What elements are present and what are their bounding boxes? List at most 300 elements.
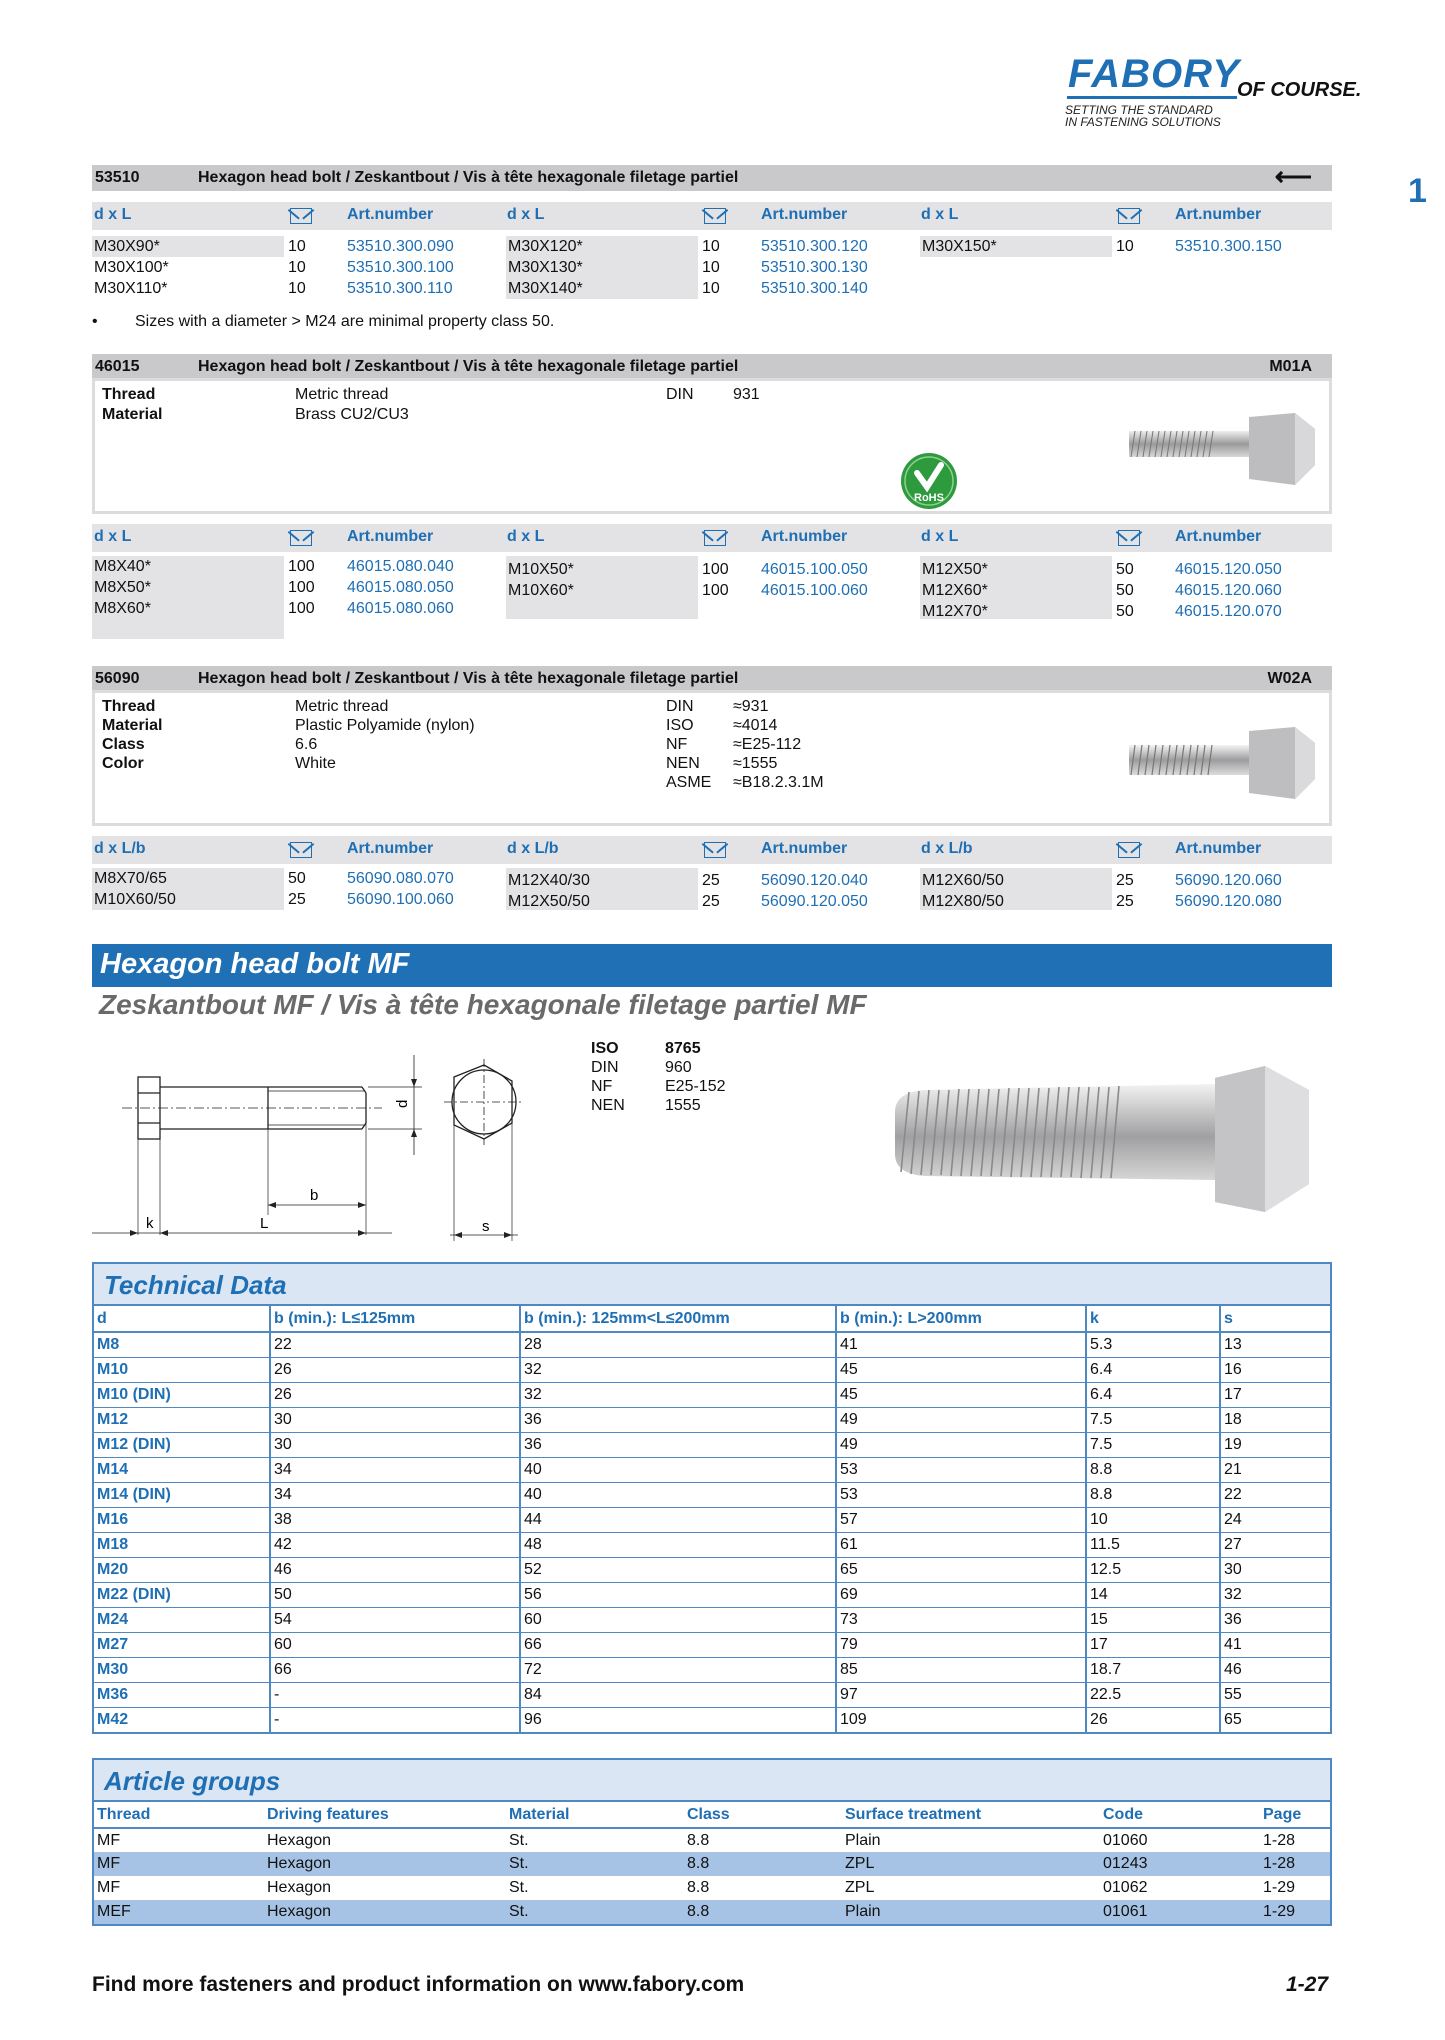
table-row bbox=[94, 1876, 1330, 1900]
list-item-artnumber[interactable]: 46015.100.050 bbox=[761, 561, 868, 578]
chapter-number: 1 bbox=[1408, 172, 1427, 210]
table-cell: 32 bbox=[1220, 1582, 1330, 1607]
table-cell: 57 bbox=[836, 1507, 1086, 1532]
list-item-size: M30X150* bbox=[922, 238, 997, 255]
column-header: Driving features bbox=[264, 1802, 506, 1828]
std-value: 1555 bbox=[665, 1097, 701, 1114]
table-row bbox=[94, 1682, 1330, 1707]
thread-value: Metric thread bbox=[295, 386, 389, 403]
tagline-line-2: IN FASTENING SOLUTIONS bbox=[1065, 115, 1221, 129]
table-cell: 96 bbox=[520, 1707, 836, 1732]
table-cell: MF bbox=[97, 1831, 121, 1849]
column-header: Code bbox=[1100, 1802, 1260, 1828]
col-dxl: d x L bbox=[921, 206, 959, 223]
table-cell: St. bbox=[506, 1900, 684, 1924]
table-cell: M36 bbox=[94, 1682, 270, 1707]
table-cell: 79 bbox=[836, 1632, 1086, 1657]
std-value: ≈4014 bbox=[733, 717, 778, 734]
table-row bbox=[94, 1482, 1330, 1507]
table-cell: Hexagon bbox=[267, 1879, 332, 1896]
list-item-qty: 25 bbox=[1116, 872, 1134, 889]
col-dxl: d x L bbox=[94, 528, 132, 545]
table-row bbox=[94, 1632, 1330, 1657]
dim-label-d: d bbox=[394, 1099, 411, 1108]
table-row bbox=[94, 1557, 1330, 1582]
table-cell: 97 bbox=[836, 1682, 1086, 1707]
table-cell: 8.8 bbox=[1086, 1482, 1220, 1507]
list-item-qty: 50 bbox=[1116, 603, 1134, 620]
list-item-qty: 100 bbox=[702, 582, 729, 599]
table-cell: 18.7 bbox=[1086, 1657, 1220, 1682]
std-value: 960 bbox=[665, 1059, 692, 1076]
table-cell: Hexagon bbox=[267, 1831, 332, 1849]
table-cell: 01060 bbox=[1103, 1831, 1148, 1849]
table-cell: 7.5 bbox=[1086, 1407, 1220, 1432]
col-artnumber: Art.number bbox=[761, 206, 848, 223]
list-item-size: M30X120* bbox=[508, 238, 583, 255]
list-item-size: M10X50* bbox=[508, 561, 574, 578]
list-item-size: M30X90* bbox=[94, 238, 160, 255]
column-header: s bbox=[1220, 1306, 1330, 1332]
table-cell: 54 bbox=[270, 1607, 520, 1632]
table-cell: 19 bbox=[1220, 1432, 1330, 1457]
table-cell: 26 bbox=[1086, 1707, 1220, 1732]
col-artnumber: Art.number bbox=[347, 840, 434, 857]
product-title: Hexagon head bolt / Zeskantbout / Vis à tête hexagonale filetage partiel bbox=[198, 358, 739, 375]
material-value: Brass CU2/CU3 bbox=[295, 406, 409, 423]
list-item-qty: 50 bbox=[1116, 561, 1134, 578]
std-value: E25-152 bbox=[665, 1078, 726, 1095]
section-subtitle-mf: Zeskantbout MF / Vis à tête hexagonale filetage partiel MF bbox=[99, 989, 867, 1020]
table-cell: 48 bbox=[520, 1532, 836, 1557]
table-cell: 73 bbox=[836, 1607, 1086, 1632]
list-item-artnumber[interactable]: 46015.120.050 bbox=[1175, 561, 1282, 578]
list-item-size: M8X50* bbox=[94, 579, 151, 596]
col-dxl: d x L bbox=[921, 528, 959, 545]
list-item-qty: 10 bbox=[1116, 238, 1134, 255]
table-cell: 49 bbox=[836, 1432, 1086, 1457]
table-cell: 72 bbox=[520, 1657, 836, 1682]
table-cell: Plain bbox=[842, 1900, 1100, 1924]
std-label: ISO bbox=[591, 1040, 619, 1057]
table-cell: 30 bbox=[270, 1407, 520, 1432]
std-value: ≈B18.2.3.1M bbox=[733, 774, 824, 791]
col-dxlb: d x L/b bbox=[921, 840, 973, 857]
table-row bbox=[94, 1828, 1330, 1852]
table-body bbox=[94, 1332, 1330, 1732]
list-item-size: M12X60/50 bbox=[922, 872, 1004, 889]
table-cell: 45 bbox=[836, 1382, 1086, 1407]
col-dxlb: d x L/b bbox=[94, 840, 146, 857]
din-value: 931 bbox=[733, 386, 760, 403]
table-cell: MF bbox=[97, 1879, 121, 1896]
table-cell: M16 bbox=[94, 1507, 270, 1532]
back-arrow-icon[interactable]: ⟵ bbox=[1274, 161, 1312, 191]
col-artnumber: Art.number bbox=[1175, 206, 1262, 223]
column-header: Surface treatment bbox=[842, 1802, 1100, 1828]
table-cell: 18 bbox=[1220, 1407, 1330, 1432]
brand-underline bbox=[1067, 96, 1237, 99]
envelope-icon bbox=[1118, 530, 1140, 546]
note-bullet: • bbox=[92, 313, 98, 330]
table-body bbox=[94, 1828, 1330, 1924]
table-cell: 36 bbox=[1220, 1607, 1330, 1632]
table-cell: 65 bbox=[836, 1557, 1086, 1582]
table-cell: 60 bbox=[270, 1632, 520, 1657]
table-cell: St. bbox=[509, 1879, 529, 1896]
table-cell: 10 bbox=[1086, 1507, 1220, 1532]
dim-label-L: L bbox=[260, 1215, 269, 1232]
std-value: ≈E25-112 bbox=[733, 736, 802, 753]
spec-box-56090 bbox=[92, 690, 1332, 826]
table-cell: 40 bbox=[520, 1482, 836, 1507]
table-cell: 15 bbox=[1086, 1607, 1220, 1632]
col-artnumber: Art.number bbox=[1175, 840, 1262, 857]
prop-label: Color bbox=[102, 755, 144, 772]
std-label: ISO bbox=[666, 717, 694, 734]
bolt-dimension-drawing bbox=[92, 1045, 542, 1245]
list-item-size: M30X110* bbox=[94, 280, 168, 297]
list-item-artnumber[interactable]: 46015.080.060 bbox=[347, 600, 454, 617]
table-cell: 46 bbox=[1220, 1657, 1330, 1682]
table-row bbox=[94, 1357, 1330, 1382]
list-item-size: M10X60* bbox=[508, 582, 574, 599]
table-cell: 34 bbox=[270, 1457, 520, 1482]
prop-value: Plastic Polyamide (nylon) bbox=[295, 717, 475, 734]
table-cell: M24 bbox=[94, 1607, 270, 1632]
table-cell: 01062 bbox=[1103, 1879, 1148, 1896]
list-item-size: M12X40/30 bbox=[508, 872, 590, 889]
table-cell: 49 bbox=[836, 1407, 1086, 1432]
list-item-artnumber[interactable]: 56090.120.080 bbox=[1175, 893, 1282, 910]
list-item-qty: 100 bbox=[702, 561, 729, 578]
table-cell: 61 bbox=[836, 1532, 1086, 1557]
list-item-qty: 10 bbox=[702, 238, 720, 255]
brand-name: FABORY bbox=[1068, 52, 1240, 96]
table-cell: 5.3 bbox=[1086, 1332, 1220, 1357]
table-cell: 109 bbox=[836, 1707, 1086, 1732]
list-item-artnumber[interactable]: 53510.300.100 bbox=[347, 259, 454, 276]
table-cell: - bbox=[270, 1682, 520, 1707]
table-cell: M27 bbox=[94, 1632, 270, 1657]
table-row bbox=[94, 1432, 1330, 1457]
fabory-logo bbox=[1065, 52, 1365, 132]
column-header: b (min.): L>200mm bbox=[836, 1306, 1086, 1332]
table-cell: 22 bbox=[1220, 1482, 1330, 1507]
table-row bbox=[94, 1532, 1330, 1557]
list-item-artnumber[interactable]: 56090.100.060 bbox=[347, 891, 454, 908]
list-item-size: M12X50* bbox=[922, 561, 988, 578]
table-cell: 28 bbox=[520, 1332, 836, 1357]
list-item-qty: 25 bbox=[702, 872, 720, 889]
std-label: DIN bbox=[591, 1059, 619, 1076]
table-cell: 66 bbox=[520, 1632, 836, 1657]
table-cell: 30 bbox=[1220, 1557, 1330, 1582]
col-artnumber: Art.number bbox=[761, 528, 848, 545]
table-cell: 46 bbox=[270, 1557, 520, 1582]
table-cell: 53 bbox=[836, 1457, 1086, 1482]
list-item-artnumber[interactable]: 53510.300.140 bbox=[761, 280, 868, 297]
list-item-artnumber[interactable]: 56090.120.040 bbox=[761, 872, 868, 889]
std-value: 8765 bbox=[665, 1040, 701, 1057]
table-row bbox=[94, 1507, 1330, 1532]
table-cell: 66 bbox=[270, 1657, 520, 1682]
table-cell: 36 bbox=[520, 1407, 836, 1432]
table-cell: M22 (DIN) bbox=[94, 1582, 270, 1607]
article-groups-table bbox=[92, 1758, 1332, 1926]
list-item-qty: 100 bbox=[288, 558, 315, 575]
page-number: 1-27 bbox=[1286, 1973, 1329, 1996]
table-cell: 85 bbox=[836, 1657, 1086, 1682]
dim-label-s: s bbox=[482, 1218, 490, 1235]
column-header: b (min.): 125mm<L≤200mm bbox=[520, 1306, 836, 1332]
table-header-row bbox=[94, 1802, 1330, 1828]
table-cell: 6.4 bbox=[1086, 1357, 1220, 1382]
table-cell: M12 bbox=[94, 1407, 270, 1432]
std-label: NF bbox=[591, 1078, 613, 1095]
product-spec-code: W02A bbox=[1267, 670, 1312, 687]
note-text: Sizes with a diameter > M24 are minimal property class 50. bbox=[135, 313, 555, 330]
table-cell: 32 bbox=[520, 1357, 836, 1382]
column-header: Thread bbox=[94, 1802, 264, 1828]
table-row bbox=[94, 1607, 1330, 1632]
spec-box-46015 bbox=[92, 378, 1332, 514]
table-cell: 22 bbox=[270, 1332, 520, 1357]
col-artnumber: Art.number bbox=[1175, 528, 1262, 545]
list-item-artnumber[interactable]: 46015.120.070 bbox=[1175, 603, 1282, 620]
table-cell: ZPL bbox=[842, 1852, 1100, 1876]
envelope-icon bbox=[290, 530, 312, 546]
rohs-badge-icon bbox=[899, 451, 959, 511]
brand-suffix: OF COURSE. bbox=[1237, 79, 1362, 101]
table-cell: 50 bbox=[270, 1582, 520, 1607]
table-cell: 45 bbox=[836, 1357, 1086, 1382]
table-cell: 41 bbox=[836, 1332, 1086, 1357]
prop-label: Class bbox=[102, 736, 145, 753]
list-item-size: M12X70* bbox=[922, 603, 988, 620]
std-label: NEN bbox=[591, 1097, 625, 1114]
table-cell: M14 (DIN) bbox=[94, 1482, 270, 1507]
std-value: ≈1555 bbox=[733, 755, 778, 772]
table-cell: 69 bbox=[836, 1582, 1086, 1607]
table-cell: 56 bbox=[520, 1582, 836, 1607]
table-cell: 17 bbox=[1086, 1632, 1220, 1657]
table-cell: M12 (DIN) bbox=[94, 1432, 270, 1457]
table-row bbox=[94, 1657, 1330, 1682]
list-item-size: M8X40* bbox=[94, 558, 151, 575]
list-item-qty: 25 bbox=[1116, 893, 1134, 910]
table-cell: 44 bbox=[520, 1507, 836, 1532]
thread-label: Thread bbox=[102, 386, 156, 403]
column-header-46015 bbox=[92, 524, 1332, 552]
list-item-artnumber[interactable]: 53510.300.110 bbox=[347, 280, 453, 297]
section-bar-46015 bbox=[92, 354, 1332, 380]
column-header: Page bbox=[1260, 1802, 1330, 1828]
table-cell: M8 bbox=[94, 1332, 270, 1357]
table-cell: 8.8 bbox=[684, 1900, 842, 1924]
table-row bbox=[94, 1582, 1330, 1607]
table-cell: 01061 bbox=[1100, 1900, 1260, 1924]
col-artnumber: Art.number bbox=[347, 206, 434, 223]
table-cell: 65 bbox=[1220, 1707, 1330, 1732]
column-header: Material bbox=[506, 1802, 684, 1828]
table-cell: 12.5 bbox=[1086, 1557, 1220, 1582]
prop-value: Metric thread bbox=[295, 698, 389, 715]
section-bar-53510 bbox=[92, 161, 1332, 191]
table-cell: 26 bbox=[270, 1382, 520, 1407]
list-item-qty: 25 bbox=[288, 891, 306, 908]
col-dxl: d x L bbox=[507, 528, 545, 545]
product-code: 46015 bbox=[95, 358, 140, 375]
table-cell: 16 bbox=[1220, 1357, 1330, 1382]
list-item-qty: 100 bbox=[288, 579, 315, 596]
prop-label: Material bbox=[102, 717, 163, 734]
std-label: ASME bbox=[666, 774, 712, 791]
list-item-size: M30X140* bbox=[508, 280, 583, 297]
list-item-artnumber[interactable]: 46015.100.060 bbox=[761, 582, 868, 599]
product-spec-code: M01A bbox=[1269, 358, 1312, 375]
table-cell: 1-29 bbox=[1260, 1900, 1330, 1924]
col-dxl: d x L bbox=[94, 206, 132, 223]
table-cell: Hexagon bbox=[264, 1852, 506, 1876]
envelope-icon bbox=[1118, 842, 1140, 858]
article-groups-caption: Article groups bbox=[94, 1760, 1330, 1802]
column-header-53510 bbox=[92, 202, 1332, 230]
list-item-qty: 10 bbox=[702, 259, 720, 276]
table-cell: M18 bbox=[94, 1532, 270, 1557]
table-cell: 84 bbox=[520, 1682, 836, 1707]
table-cell: 8.8 bbox=[1086, 1457, 1220, 1482]
list-item-artnumber[interactable]: 53510.300.130 bbox=[761, 259, 868, 276]
std-label: NEN bbox=[666, 755, 700, 772]
table-cell: 8.8 bbox=[687, 1879, 710, 1896]
list-item-artnumber[interactable]: 46015.080.050 bbox=[347, 579, 454, 596]
list-item-size: M12X50/50 bbox=[508, 893, 590, 910]
technical-data-caption: Technical Data bbox=[94, 1264, 1330, 1306]
list-item-artnumber[interactable]: 46015.120.060 bbox=[1175, 582, 1282, 599]
col-dxl: d x L bbox=[507, 206, 545, 223]
list-item-qty: 25 bbox=[702, 893, 720, 910]
column-header-56090 bbox=[92, 836, 1332, 864]
technical-data-table bbox=[92, 1262, 1332, 1734]
col-artnumber: Art.number bbox=[347, 528, 434, 545]
list-item-qty: 10 bbox=[288, 259, 306, 276]
list-item-artnumber[interactable]: 53510.300.120 bbox=[761, 238, 868, 255]
table-cell: 01243 bbox=[1100, 1852, 1260, 1876]
table-cell: 21 bbox=[1220, 1457, 1330, 1482]
material-label: Material bbox=[102, 406, 163, 423]
table-cell: 38 bbox=[270, 1507, 520, 1532]
product-code: 56090 bbox=[95, 670, 140, 687]
list-item-size: M30X100* bbox=[94, 259, 169, 276]
product-code: 53510 bbox=[95, 169, 140, 186]
table-cell: M30 bbox=[94, 1657, 270, 1682]
list-item-qty: 10 bbox=[288, 280, 306, 297]
tagline-line-1: SETTING THE STANDARD bbox=[1065, 103, 1213, 117]
envelope-icon bbox=[704, 530, 726, 546]
list-item-size: M8X70/65 bbox=[94, 870, 167, 887]
list-item-qty: 100 bbox=[288, 600, 315, 617]
table-cell: MEF bbox=[94, 1900, 264, 1924]
bolt-image-mf bbox=[885, 1062, 1325, 1222]
table-cell: 6.4 bbox=[1086, 1382, 1220, 1407]
list-item-size: M8X60* bbox=[94, 600, 151, 617]
table-cell: 42 bbox=[270, 1532, 520, 1557]
table-cell: M10 (DIN) bbox=[94, 1382, 270, 1407]
table-cell: M20 bbox=[94, 1557, 270, 1582]
table-cell: 14 bbox=[1086, 1582, 1220, 1607]
dim-label-k: k bbox=[146, 1215, 154, 1232]
table-row bbox=[94, 1332, 1330, 1357]
list-item-qty: 10 bbox=[288, 238, 306, 255]
list-item-artnumber[interactable]: 53510.300.150 bbox=[1175, 238, 1282, 255]
table-cell: 1-28 bbox=[1263, 1831, 1296, 1849]
list-item-qty: 50 bbox=[288, 870, 306, 887]
table-cell: 34 bbox=[270, 1482, 520, 1507]
table-cell: M42 bbox=[94, 1707, 270, 1732]
dim-label-b: b bbox=[310, 1187, 319, 1204]
std-label: DIN bbox=[666, 698, 694, 715]
std-value: ≈931 bbox=[733, 698, 769, 715]
table-cell: 8.8 bbox=[684, 1852, 842, 1876]
table-cell: Plain bbox=[845, 1831, 881, 1849]
list-item-size: M10X60/50 bbox=[94, 891, 176, 908]
col-artnumber: Art.number bbox=[761, 840, 848, 857]
envelope-icon bbox=[290, 208, 312, 224]
table-cell: 30 bbox=[270, 1432, 520, 1457]
table-cell: ZPL bbox=[845, 1879, 875, 1896]
prop-value: 6.6 bbox=[295, 736, 318, 753]
std-label: NF bbox=[666, 736, 688, 753]
table-cell: 13 bbox=[1220, 1332, 1330, 1357]
list-item-artnumber[interactable]: 46015.080.040 bbox=[347, 558, 454, 575]
table-cell: - bbox=[270, 1707, 520, 1732]
col-dxlb: d x L/b bbox=[507, 840, 559, 857]
list-item-artnumber[interactable]: 53510.300.090 bbox=[347, 238, 454, 255]
column-header: b (min.): L≤125mm bbox=[270, 1306, 520, 1332]
list-item-qty: 50 bbox=[1116, 582, 1134, 599]
brand-tagline bbox=[1065, 104, 1221, 128]
list-item-artnumber[interactable]: 56090.120.060 bbox=[1175, 872, 1282, 889]
column-header: d bbox=[94, 1306, 270, 1332]
table-cell: 8.8 bbox=[687, 1831, 710, 1849]
envelope-icon bbox=[1118, 208, 1140, 224]
prop-label: Thread bbox=[102, 698, 156, 715]
section-bar-56090 bbox=[92, 666, 1332, 692]
table-cell: 60 bbox=[520, 1607, 836, 1632]
table-cell: M10 bbox=[94, 1357, 270, 1382]
bolt-image-nylon bbox=[1125, 723, 1325, 803]
list-item-artnumber[interactable]: 56090.080.070 bbox=[347, 870, 454, 887]
table-cell: 24 bbox=[1220, 1507, 1330, 1532]
column-header: Class bbox=[684, 1802, 842, 1828]
table-row bbox=[94, 1407, 1330, 1432]
product-title: Hexagon head bolt / Zeskantbout / Vis à tête hexagonale filetage partiel bbox=[198, 670, 739, 687]
table-cell: 22.5 bbox=[1086, 1682, 1220, 1707]
table-cell: 41 bbox=[1220, 1632, 1330, 1657]
rohs-label: RoHS bbox=[914, 492, 944, 504]
footer-text: Find more fasteners and product information on www.fabory.com bbox=[92, 1973, 745, 1996]
table-row bbox=[94, 1900, 1330, 1924]
table-cell: 40 bbox=[520, 1457, 836, 1482]
section-title-mf: Hexagon head bolt MF bbox=[92, 944, 1332, 987]
table-cell: Hexagon bbox=[264, 1900, 506, 1924]
table-row bbox=[94, 1382, 1330, 1407]
list-item-artnumber[interactable]: 56090.120.050 bbox=[761, 893, 868, 910]
table-cell: St. bbox=[506, 1852, 684, 1876]
table-cell: 53 bbox=[836, 1482, 1086, 1507]
table-cell: 1-28 bbox=[1260, 1852, 1330, 1876]
